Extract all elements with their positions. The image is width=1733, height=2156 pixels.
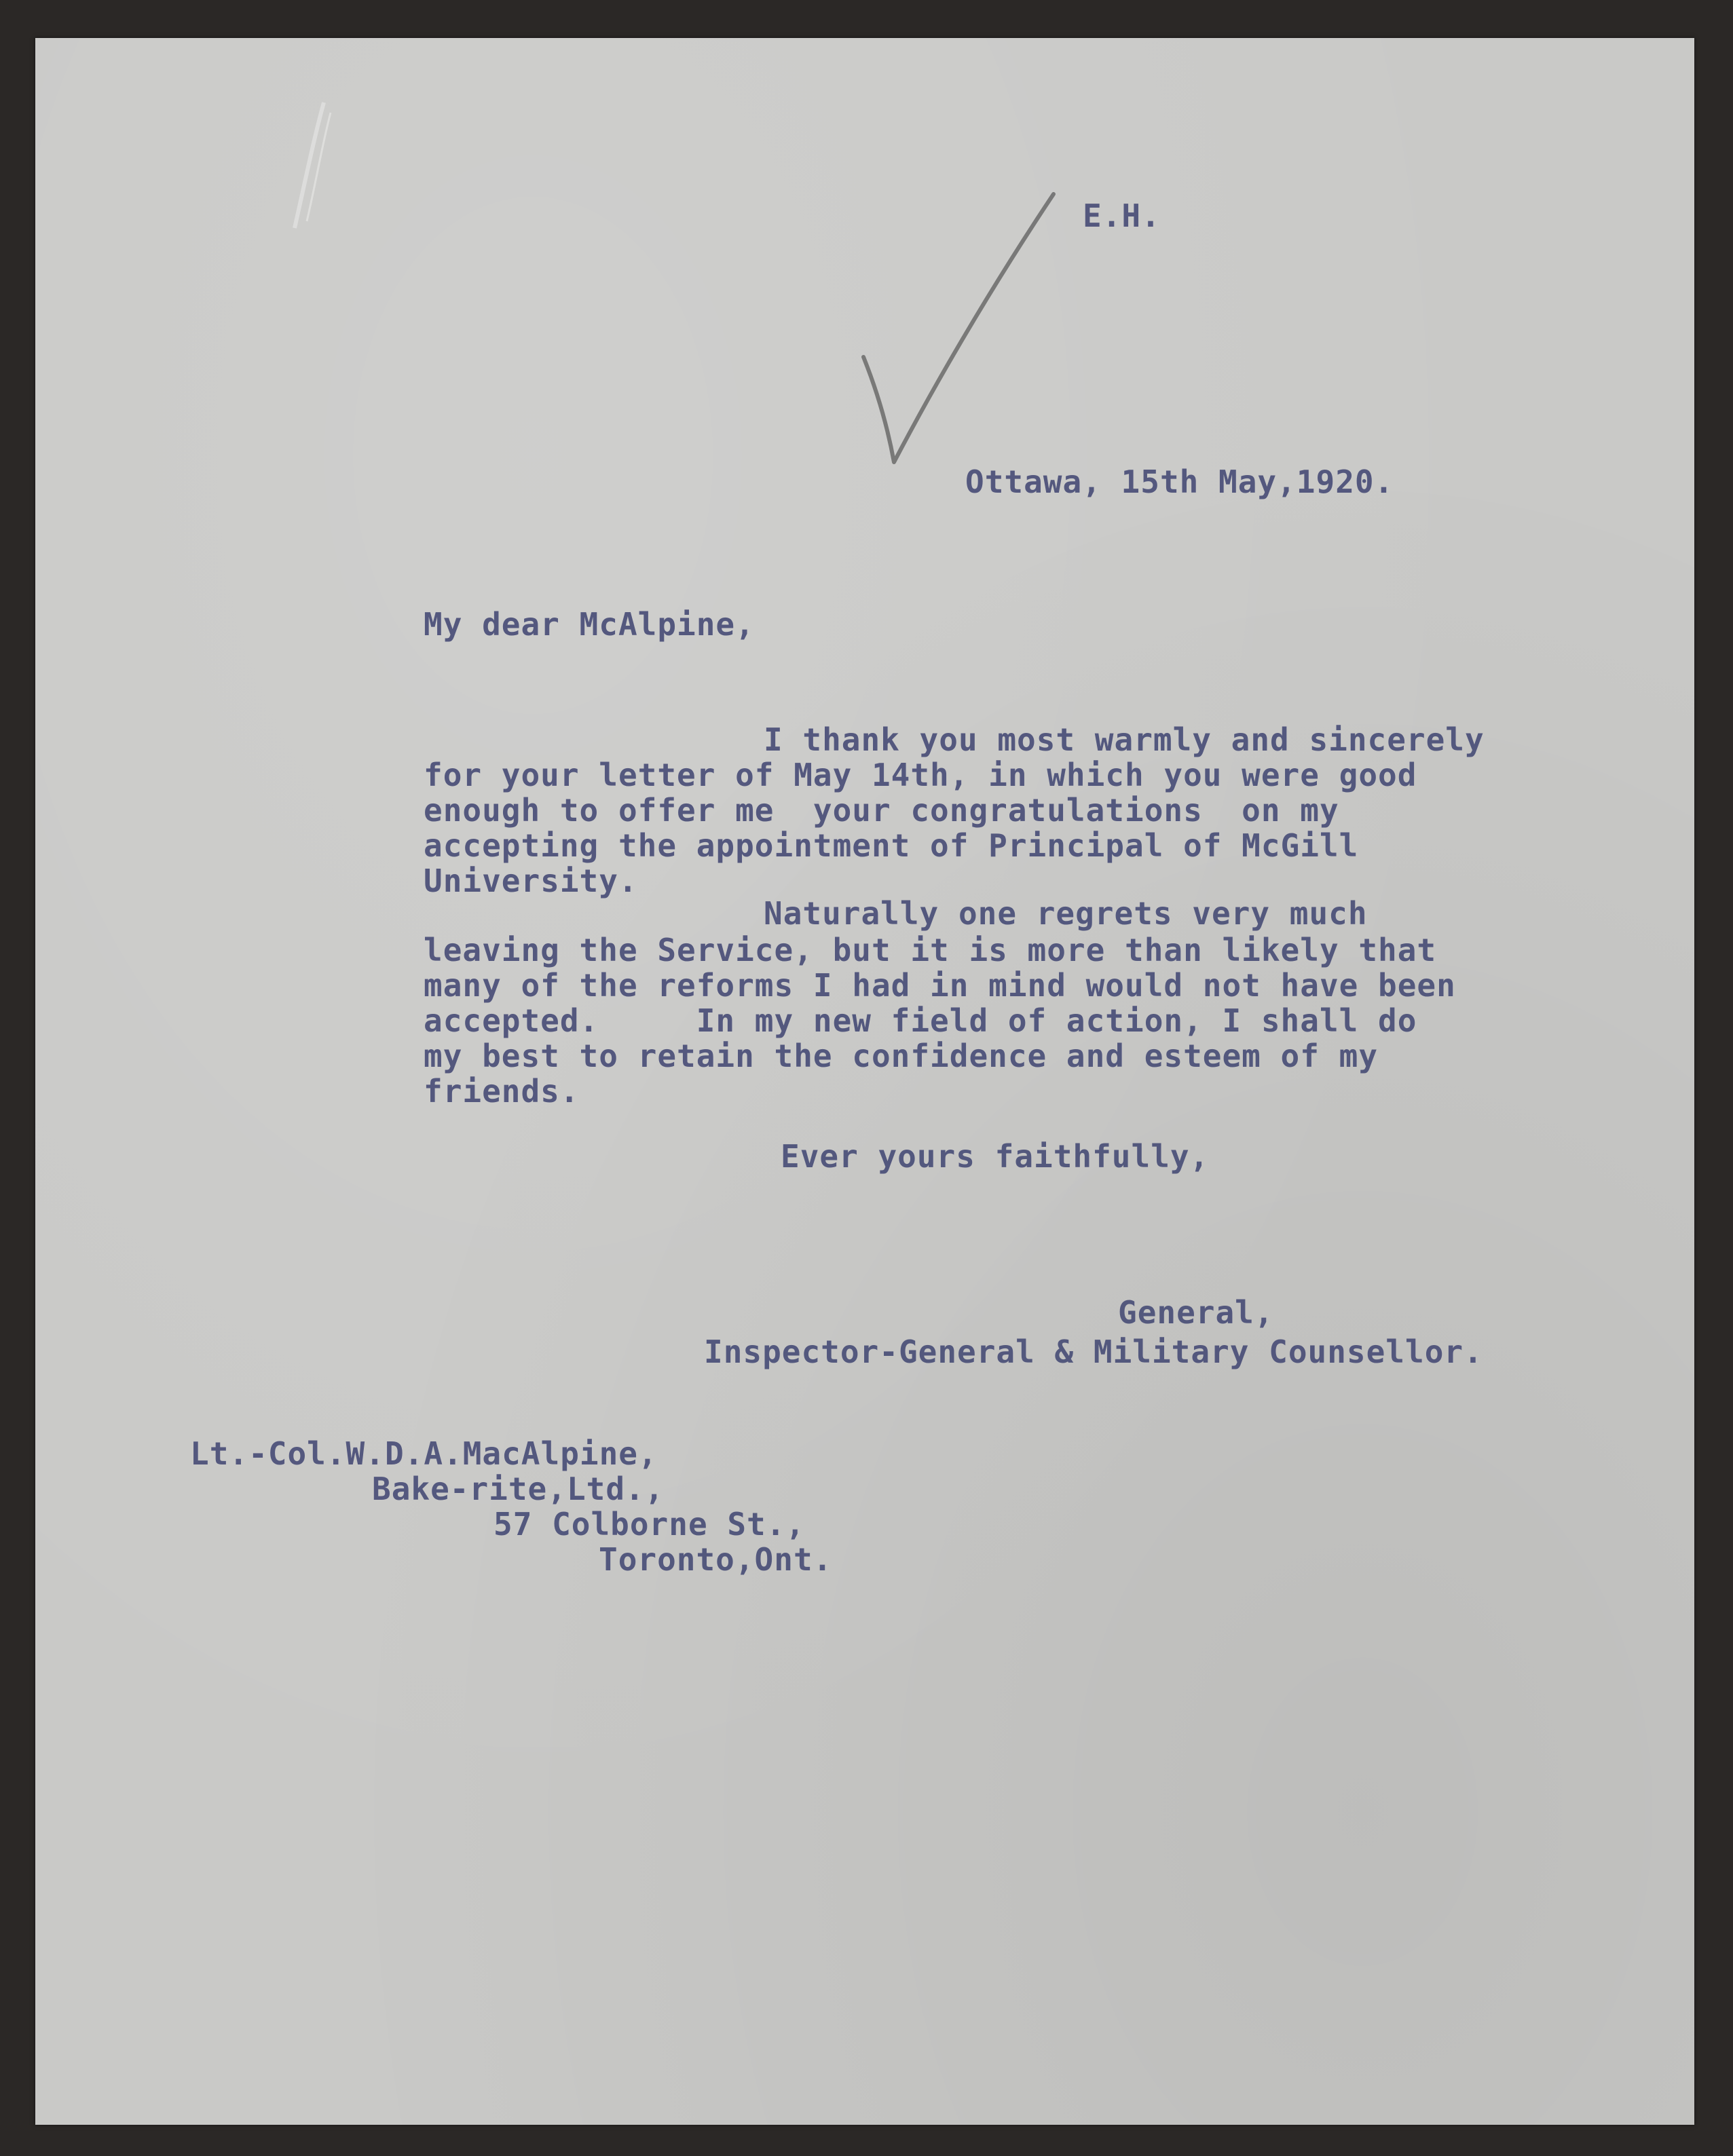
pencil-check-mark-icon (850, 187, 1067, 472)
salutation: My dear McAlpine, (424, 606, 755, 643)
paper-crease-mark (286, 99, 334, 235)
signature-title: Inspector-General & Military Counsellor. (704, 1334, 1483, 1370)
addressee-line-1: Lt.-Col.W.D.A.MacAlpine, (190, 1435, 658, 1472)
paragraph-2-line-3: many of the reforms I had in mind would not have been (424, 967, 1456, 1004)
closing: Ever yours faithfully, (781, 1138, 1210, 1175)
place-and-date: Ottawa, 15th May,1920. (965, 464, 1394, 500)
addressee-line-4: Toronto,Ont. (599, 1541, 833, 1578)
paragraph-2-line-4: accepted. In my new field of action, I shall do (424, 1002, 1417, 1039)
paragraph-2-line-2: leaving the Service, but it is more than likely that (424, 932, 1437, 968)
letter-paper (35, 38, 1694, 2125)
paragraph-2-line-1: Naturally one regrets very much (764, 895, 1368, 932)
signature-rank: General, (1118, 1294, 1274, 1331)
paragraph-2-line-6: friends. (424, 1073, 580, 1110)
reference-initials: E.H. (1083, 197, 1161, 234)
addressee-line-2: Bake-rite,Ltd., (372, 1471, 665, 1507)
paragraph-2-line-5: my best to retain the confidence and esteem of my (424, 1038, 1379, 1074)
paragraph-1-line-5: University. (424, 863, 638, 899)
paragraph-1-line-4: accepting the appointment of Principal of McGill (424, 827, 1359, 864)
paragraph-1-line-1: I thank you most warmly and sincerely (764, 721, 1485, 758)
paragraph-1-line-3: enough to offer me your congratulations on my (424, 792, 1339, 829)
addressee-line-3: 57 Colborne St., (493, 1506, 806, 1543)
paragraph-1-line-2: for your letter of May 14th, in which you were good (424, 757, 1417, 793)
